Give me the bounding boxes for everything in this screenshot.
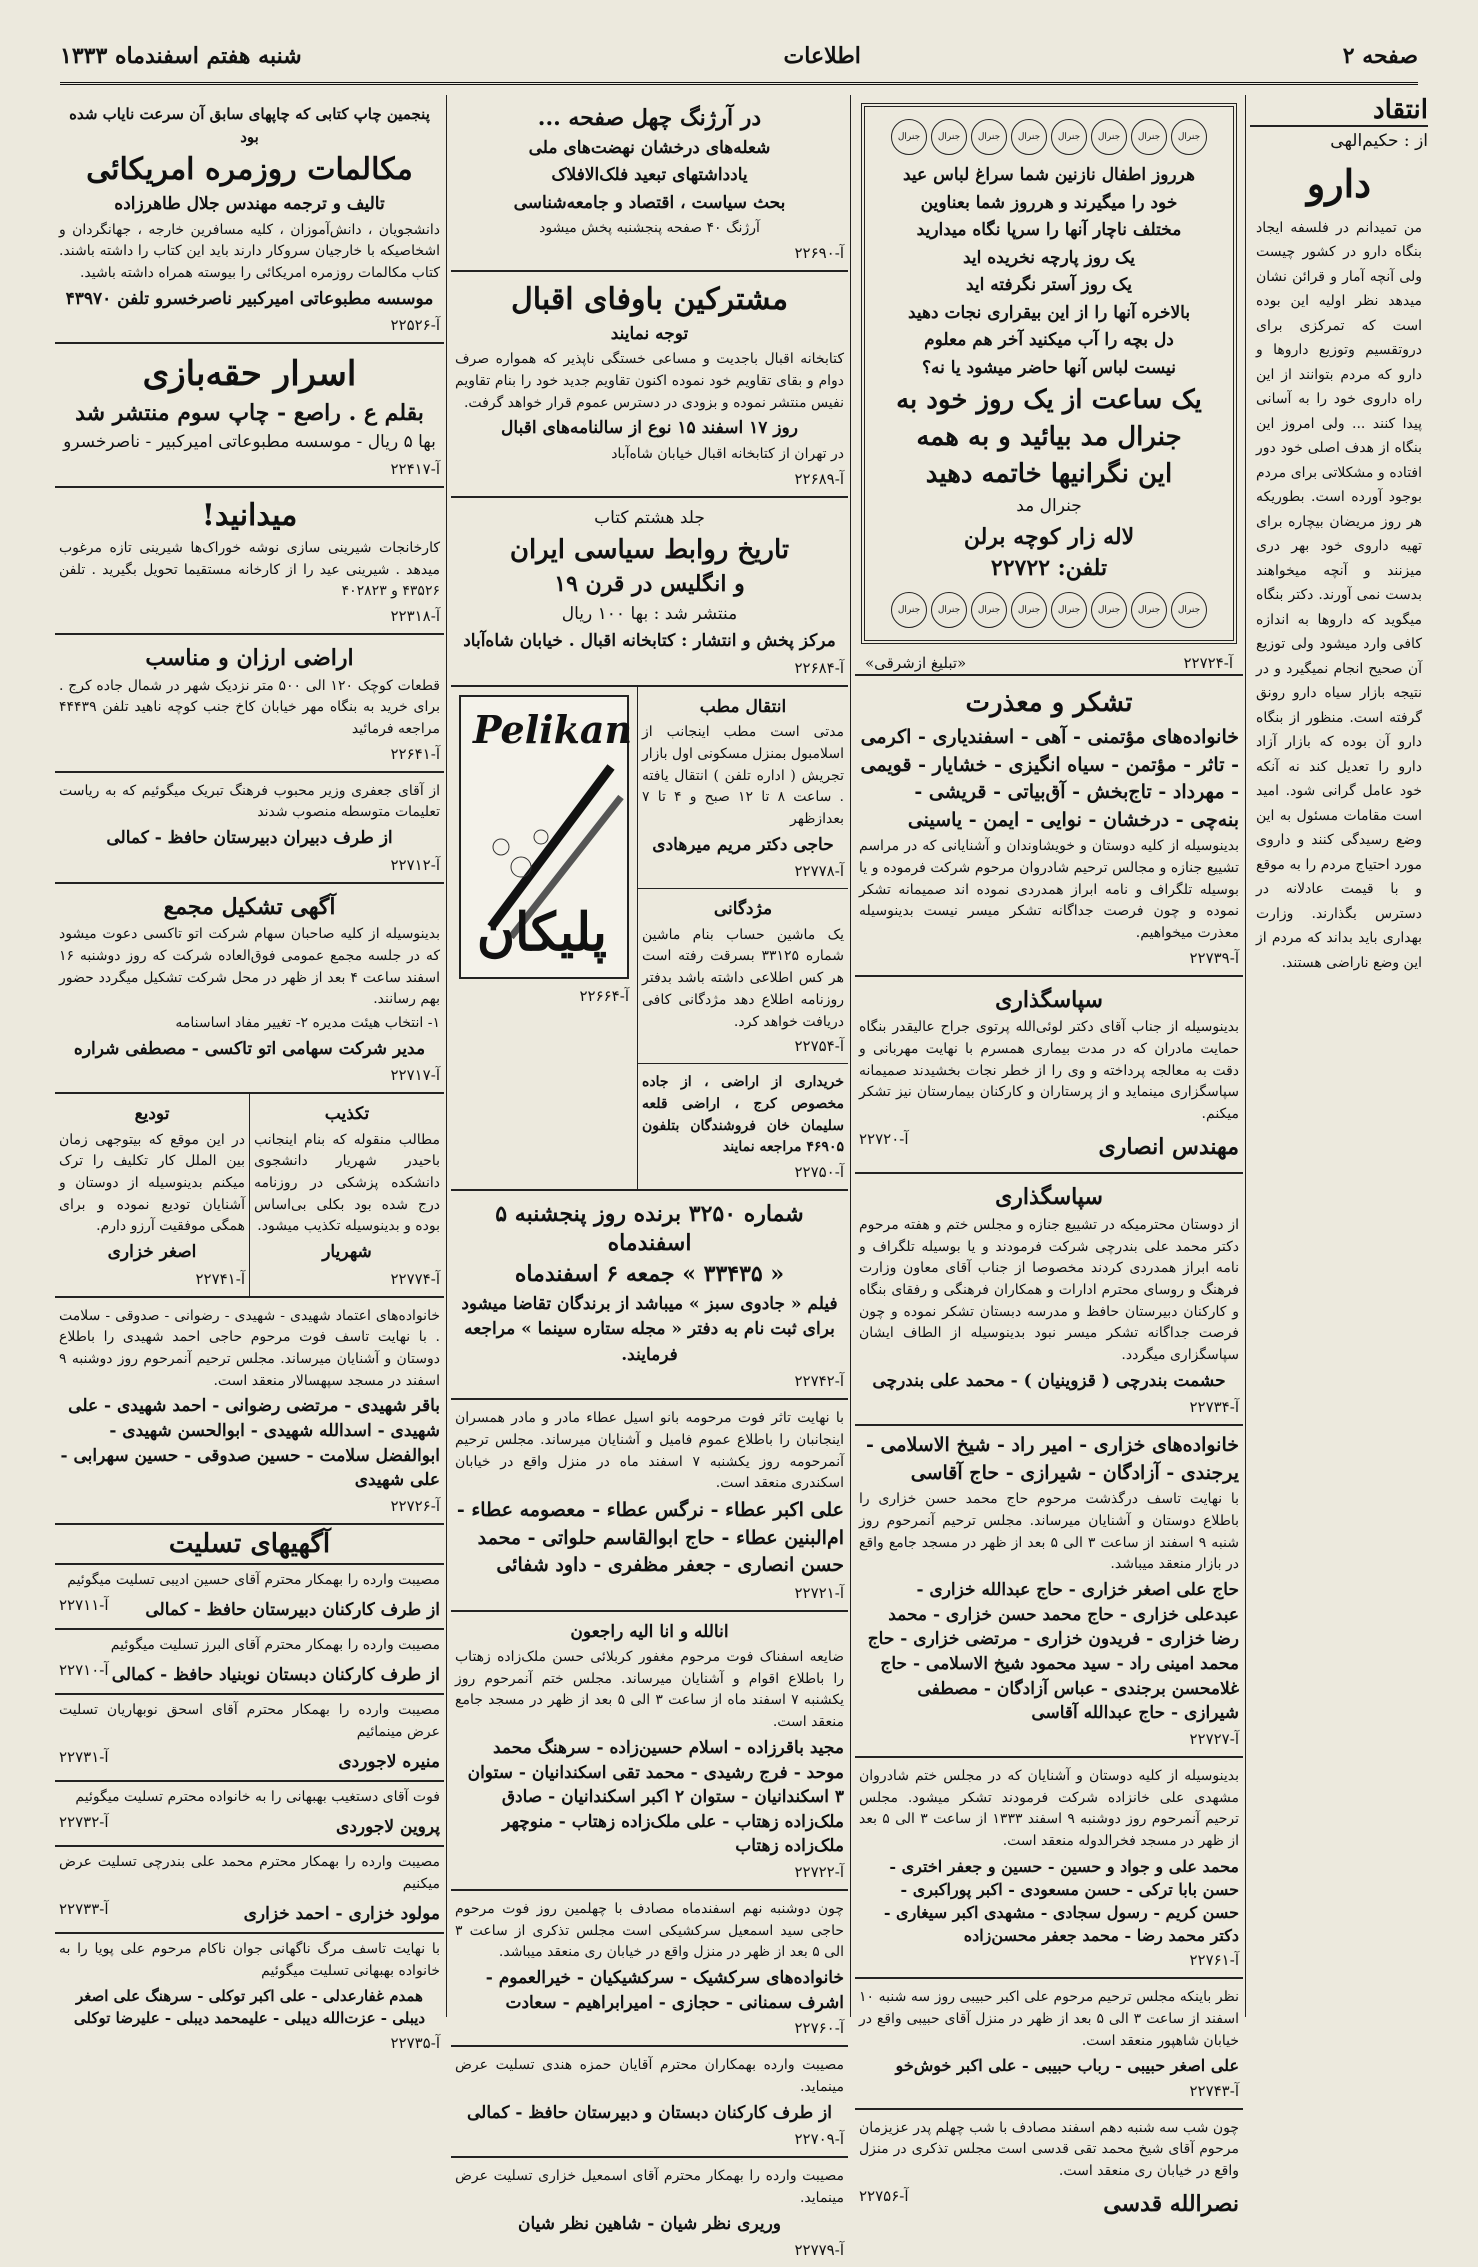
condolence-signers: مجید باقرزاده - اسلام حسین‌زاده - سرهنگ محمد موحد - فرج رشیدی - محمد تقی اسکندانیان - ستوان ۳ اسکندانیان - ستوان ۲ اکبر اسکندانیان - صادق ملک‌زاده زهتاب - علی ملک‌زاده زهتاب - منوچهر ملک‌زاده زهتاب xyxy=(467,1737,844,1857)
arzhang-title: در آرژنگ چهل صفحه ... xyxy=(537,105,762,131)
arzhang-ad xyxy=(451,95,848,272)
general-mode-chip: جنرال xyxy=(891,592,927,628)
ad-code: آ-۲۲۷۱۰ xyxy=(59,1660,109,1679)
condolence-body: چون شب سه شنبه دهم اسفند مصادف با شب چهلم پدر عزیزمان مرحوم آقای شیخ محمد تقی قدسی است مجلس تذکری در منزل واقع در خیابان ری منعقد است. xyxy=(859,2119,1239,2180)
ad-code: آ-۲۲۷۳۹ xyxy=(1189,948,1239,967)
ad-code: آ-۲۲۷۶۰ xyxy=(794,2019,844,2038)
ad-code: آ-۲۲۷۶۱ xyxy=(1189,1951,1239,1970)
hafez-signer: از طرف دبیران دبیرستان حافظ - کمالی xyxy=(106,828,393,849)
ad-code: آ-۲۲۶۶۴ xyxy=(579,986,629,1005)
book-distributor: مرکز پخش و انتشار : کتابخانه اقبال . خیابان شاه‌آباد xyxy=(463,631,836,652)
condolence-signer: از طرف کارکنان دبستان نوبنیاد حافظ - کمالی xyxy=(111,1664,440,1685)
office-move-signer: حاجی دکتر مریم میرهادی xyxy=(652,834,834,855)
farewell-body: در این موقع که بیتوجهی زمان بین الملل کار تکلیف را ترک میکنم بدینوسیله از دوستان و آشنایان تودیع نموده و برای همگی موفقیت آرزو دارم. xyxy=(59,1131,245,1235)
ad-code: آ-۲۲۷۱۲ xyxy=(390,855,440,874)
book-price: منتشر شد : بها ۱۰۰ ریال xyxy=(561,603,738,624)
condolence-signers: علی اصغر حبیبی - رباب حبیبی - علی اکبر خوش‌خو xyxy=(895,2056,1239,2076)
ad-code: آ-۲۲۷۵۴ xyxy=(794,1037,844,1056)
iqbal-body: کتابخانه اقبال باجدیت و مساعی خستگی ناپذیر که همواره صرف دوام و بقای تقاویم خود نموده اکنون تقاویم جدید خود را بنام تقاویم نفیس منتشر نموده و بزودی در دسترس عموم قرار خواهد گرفت. xyxy=(455,351,844,411)
condolence-body: مصیبت وارده را بهمکار محترم آقای اسحق نوبهاریان تسلیت عرض مینمائیم xyxy=(59,1702,440,1740)
assembly-notice xyxy=(55,884,444,1095)
condolence-signer: وریری نظر شیان - شاهین نظر شیان xyxy=(517,2213,782,2234)
farewell-title: تودیع xyxy=(134,1104,170,1125)
condolence-signers: علی اکبر عطاء - نرگس عطاء - معصومه عطاء - ام‌البنین عطاء - حاج ابوالقاسم حلواتی - محمد حسن انصاری - جعفر مظفری - داود شفائی xyxy=(456,1498,844,1577)
conversations-body: دانشجویان ، دانش‌آموزان ، کلیه مسافرین خارجه ، جهانگردان و اشخاصیکه با خارجیان سروکار دارند باید این کتاب را داشته باشند. کتاب مکالمات روزمره امریکائی را بیوسته همراه داشته باشید. xyxy=(59,221,440,281)
condolence-body: مصیبت وارده بهمکاران محترم آقایان حمزه هندی تسلیت عرض مینماید. xyxy=(455,2057,844,2096)
ad-code: آ-۲۲۷۰۹ xyxy=(794,2130,844,2149)
appreciation-notice-2 xyxy=(855,1174,1243,1426)
ad-address: لاله زار کوچه برلن xyxy=(963,523,1135,550)
midanid-body: کارخانجات شیرینی سازی نوشه خوراک‌ها شیرینی تازه مرغوب میدهد . شیرینی عید را از کارخانه مستقیما تحویل بگیرید . تلفن ۴۳۵۲۶ و ۴۰۲۸۲۳ xyxy=(59,539,440,600)
ad-code: آ-۲۲۷۲۱ xyxy=(794,1583,844,1602)
assembly-body: بدینوسیله از کلیه صاحبان سهام شرکت اتو تاکسی دعوت میشود که در جلسه مجمع عمومی فوق‌العاده شرکت که روز دوشنبه ۱۶ اسفند ساعت ۴ بعد از ظهر در محل شرکت تشکیل میگردد حضور بهم رسانند. xyxy=(59,926,441,1008)
ad-code: آ-۲۲۷۳۵ xyxy=(390,2033,440,2052)
ad-code: آ-۲۲۷۵۰ xyxy=(794,1162,844,1181)
office-move-body: مدتی است مطب اینجانب از اسلامبول بمنزل مسکونی اول بازار تجریش ( اداره تلفن ) انتقال یافته . ساعت ۸ تا ۱۲ صبح و ۴ تا ۷ بعدازظهر xyxy=(642,724,845,828)
appreciation-title: سپاسگذاری xyxy=(995,1184,1103,1211)
ad-code: آ-۲۲۷۷۹ xyxy=(794,2241,844,2260)
condolence-signers: حاج علی اصغر خزاری - حاج عبدالله خزاری - عبدعلی خزاری - حاج محمد حسن خزاری - محمد رضا خزاری - فریدون خزاری - مرتضی خزاری - حاج محمد امینی راد - سید محمود شیخ الاسلامی - حاج غلامحسن برجندی - عباس آزادگان - مصطفی شیرازی - حاج عبدالله آقاسی xyxy=(867,1580,1239,1724)
general-mode-chip: جنرال xyxy=(1171,119,1207,155)
book-volume: جلد هشتم کتاب xyxy=(594,507,705,528)
condolence-small xyxy=(55,1782,444,1847)
arzhang-line: شعله‌های درخشان نهضت‌های ملی xyxy=(528,137,771,158)
condolence-signers: باقر شهیدی - مرتضی رضوانی - احمد شهیدی - علی شهیدی - اسدالله شهیدی - ابوالحسن شهیدی - ابوالفضل سلامت - حسین صدوقی - حسین سهرابی - علی شهیدی xyxy=(60,1396,440,1491)
ad-border-chain xyxy=(875,119,1223,155)
conversations-head: پنجمین چاپ کتابی که چاپهای سابق آن سرعت نایاب شده بود xyxy=(69,105,430,146)
condolence-small xyxy=(55,1847,444,1934)
appreciation-signer: حشمت بندرچی ( قزوینیان ) - محمد علی بندرچی xyxy=(872,1370,1226,1391)
condolence-small xyxy=(55,1934,444,2054)
general-mode-chip: جنرال xyxy=(1091,592,1127,628)
ad-code: آ-۲۲۵۲۶ xyxy=(390,316,440,335)
ad-phone: تلفن: ۲۲۷۲۲ xyxy=(990,555,1108,582)
appreciation-body: از دوستان محترمیکه در تشییع جنازه و مجلس ختم و هفته مرحوم دکتر محمد علی بندرچی شرکت فرمودند و یا بوسیله تلگراف و نامه ابراز همدردی کردند مخصوصا از جناب آقای معاون وزارت فرهنگ و روسای محترم ادارات و همکاران فرهنگی و رفقای بنگاه و کارکنان دبیرستان حافظ و مدرسه دبستان تشکر نموده و چون فرصت جداگانه تشکر میسر نبود بدینوسیله از الطاف ایشان سپاسگزاری میگردد. xyxy=(859,1216,1239,1364)
criticism-body: من تمیدانم در فلسفه ایجاد بنگاه دارو در کشور چیست ولی آنچه آمار و قرائن نشان میدهد نظر اولیه این بوده است که تمرکزی برای دروتقسیم وتوزیع داروها و دارو که مردم بتوانند از این راه داروی خود را به آسانی پیدا کنند ... ولی امروز این بنگاه از هدف اصلی خود دور افتاده و مشکلاتی برای مردم بوجود آورده است. بطوریکه هر روز مریضان بیچاره برای تهیه داروی خود بهر دری میزنند و آنچه میخواهند بدست نمی آورند. دکتر بنگاه میگوید که داروها به اندازه کافی وارد میشود ولی توزیع آن صحیح انجام نمیگیرد و در نتیجه بازار سیاه دارو رونق گرفته است. منظور از بنگاه دارو آن بوده که بازار آزاد دارو را تعدیل کند نه آنکه خود عامل گرانی شود. امید است مقامات مسئول به این وضع رسیدگی کنند و داروی مورد احتیاج مردم را به موقع و با قیمت عادلانه در دسترس بگذارند. وزارت بهداری باید بداند که مردم از این وضع ناراضی هستند. xyxy=(1256,219,1422,971)
condolence-ata xyxy=(451,1400,848,1611)
ad-headline: این نگرانیها خاتمه دهید xyxy=(925,458,1173,489)
newspaper-name: اطلاعات xyxy=(783,43,861,69)
general-mode-chip: جنرال xyxy=(931,119,967,155)
lottery-winner-1: شماره ۳۲۵۰ برنده روز پنجشنبه ۵ اسفندماه xyxy=(495,1200,804,1256)
farewell-denial-row xyxy=(55,1094,444,1297)
farewell-notice xyxy=(55,1094,249,1295)
lottery-ad xyxy=(451,1191,848,1400)
general-mode-chip: جنرال xyxy=(1131,592,1167,628)
ad-code: آ-۲۲۷۲۴ xyxy=(1183,654,1233,673)
conversations-author: تالیف و ترجمه مهندس جلال طاهرزاده xyxy=(114,194,385,214)
general-mode-chip: جنرال xyxy=(1011,119,1047,155)
hoqqe-title: اسرار حقه‌بازی xyxy=(142,354,357,395)
thanks-notice xyxy=(855,676,1243,977)
hafez-body: از آقای جعفری وزیر محبوب فرهنگ تبریک میگوئیم که به ریاست تعلیمات متوسطه منصوب شدند xyxy=(59,782,440,821)
condolence-body: مصیبت وارده را بهمکار محترم محمد علی بندرچی تسلیت عرض میکنیم xyxy=(59,1854,440,1892)
ad-code: آ-۲۲۴۱۷ xyxy=(390,459,440,478)
land-sale-body: قطعات کوچک ۱۲۰ الی ۵۰۰ متر نزدیک شهر در شمال جاده کرج . برای خرید به بنگاه مهر خیابان کاخ جنب کوچه ناهید تلفن ۴۴۴۳۹ مراجعه فرمائید xyxy=(59,677,440,737)
arzhang-note: آرژنگ ۴۰ صفحه پنجشنبه پخش میشود xyxy=(539,220,760,237)
ad-code: آ-۲۲۳۱۸ xyxy=(390,607,440,626)
arzhang-line: بحث سیاست ، اقتصاد و جامعه‌شناسی xyxy=(513,192,786,213)
condolence-body: بدینوسیله از کلیه دوستان و آشنایان که در مجلس ختم شادروان مشهدی علی خانزاده شرکت فرمودند تشکر میشود. مجلس ترحیم آنمرحوم روز دوشنبه ۹ اسفند ۱۳۳۳ از ساعت ۳ الی ۵ بعد از ظهر در مسجد فخرالدوله منعقد است. xyxy=(859,1767,1239,1849)
ad-code: آ-۲۲۷۳۲ xyxy=(59,1812,109,1831)
ad-code: آ-۲۲۷۲۶ xyxy=(390,1496,440,1515)
condolence-shahidi xyxy=(55,1298,444,1525)
assembly-signer: مدیر شرکت سهامی اتو تاکسی - مصطفی شراره xyxy=(73,1038,426,1059)
ad-code: آ-۲۲۶۴۱ xyxy=(390,744,440,763)
ad-code: آ-۲۲۷۳۴ xyxy=(1189,1398,1239,1417)
iqbal-address: در تهران از کتابخانه اقبال خیابان شاه‌آباد xyxy=(611,445,844,462)
ad-code: آ-۲۲۷۷۸ xyxy=(794,862,844,881)
condolence-khazari xyxy=(855,1426,1243,1758)
assembly-items: ۱- انتخاب هیئت مدیره ۲- تغییر مفاد اساسنامه xyxy=(175,1014,440,1031)
column-3 xyxy=(855,95,1243,2217)
lottery-winner-2: « ۳۳۴۳۵ » جمعه ۶ اسفندماه xyxy=(514,1261,785,1288)
ad-border-chain xyxy=(875,592,1223,628)
ad-code: آ-۲۲۷۲۷ xyxy=(1189,1729,1239,1748)
ad-line: مختلف ناچار آنها را سرپا نگاه میدارید xyxy=(916,220,1182,240)
condolence-sarkeshik xyxy=(451,1891,848,2047)
column-1 xyxy=(55,95,444,2052)
conversations-title: مکالمات روزمره امریکائی xyxy=(86,152,413,187)
general-mode-chip: جنرال xyxy=(1131,119,1167,155)
lottery-body: فیلم « جادوی سبز » میباشد از برندگان تقاضا میشود برای ثبت نام به دفتر « مجله ستاره سینما » مراجعه فرمایند. xyxy=(461,1293,838,1365)
condolence-small xyxy=(55,1565,444,1630)
general-mode-chip: جنرال xyxy=(931,592,967,628)
reward-body: یک ماشین حساب بنام ماشین شماره ۳۳۱۲۵ بسرقت رفته است هر کس اطلاعی داشته باشد بدفتر روزنامه اطلاع دهد مژدگانی کافی دریافت خواهد کرد. xyxy=(642,926,845,1030)
condolence-body: با نهایت تاسف درگذشت مرحوم حاج محمد حسن خزاری را باطلاع دوستان و آشنایان میرساند. مجلس ترحیم آنمرحوم روز شنبه ۹ اسفند از ساعت ۳ الی ۵ بعد از ظهر در مسجد جامع واقع در بازار منعقد میباشد. xyxy=(859,1491,1239,1573)
general-mode-chip: جنرال xyxy=(1171,592,1207,628)
general-mode-chip: جنرال xyxy=(1051,592,1087,628)
general-mode-chip: جنرال xyxy=(1011,592,1047,628)
small-ads-row xyxy=(451,687,848,1191)
column-rule xyxy=(850,95,851,2017)
condolence-signer: پروین لاجوردی xyxy=(336,1816,440,1837)
general-mode-chip: جنرال xyxy=(1091,119,1127,155)
ad-headline: جنرال مد بیائید و به همه xyxy=(916,421,1182,452)
ad-footer xyxy=(855,652,1243,676)
general-mode-ad xyxy=(861,103,1237,644)
ad-code: آ-۲۲۷۴۳ xyxy=(1189,2081,1239,2100)
condolence-khazari-2 xyxy=(451,2158,848,2267)
ad-code: آ-۲۲۷۳۱ xyxy=(59,1747,109,1766)
page-number: صفحه ۲ xyxy=(1342,43,1418,69)
ad-brand: جنرال مد xyxy=(1016,496,1082,517)
general-mode-chip: جنرال xyxy=(971,592,1007,628)
ad-line: دل بچه را آب میکنید آخر هم معلوم xyxy=(924,330,1174,350)
condolence-title: انالله و انا الیه راجعون xyxy=(570,1621,729,1642)
condolence-signer: منیره لاجوردی xyxy=(338,1751,440,1772)
condolence-body: ضایعه اسفناک فوت مرحوم مغفور کربلائی حسن ملک‌زاده زهتاب را باطلاع اقوام و آشنایان میرساند. مجلس ختم آنمرحوم روز یکشنبه ۷ اسفند ماه از ساعت ۳ الی ۵ بعد از ظهر در مسجد جامع منعقد است. xyxy=(455,1649,844,1731)
hoqqe-author: بقلم ع . راصع - چاپ سوم منتشر شد xyxy=(75,399,424,426)
column-rule xyxy=(1245,95,1246,2017)
ad-code: آ-۲۲۷۲۲ xyxy=(794,1863,844,1882)
criticism-title: دارو xyxy=(1306,160,1372,206)
condolences-section-title: آگهیهای تسلیت xyxy=(55,1525,444,1565)
office-move-title: انتقال مطب xyxy=(699,696,787,717)
general-mode-chip: جنرال xyxy=(1051,119,1087,155)
land-body: خریداری از اراضی ، از جاده مخصوص کرج ، اراضی قلعه سلیمان خان فروشندگان بتلفون ۴۶۹۰۵ مراجعه نمایند xyxy=(642,1074,844,1156)
ad-code: آ-۲۲۷۷۴ xyxy=(390,1269,440,1288)
ad-code: آ-۲۲۷۴۲ xyxy=(794,1372,844,1391)
condolence-signer: مولود خزاری - احمد خزاری xyxy=(243,1903,440,1924)
denial-notice xyxy=(249,1094,444,1295)
condolence-col3-bottom-2 xyxy=(855,1979,1243,2109)
family-names: خانواده‌های خزاری - امیر راد - شیخ الاسلامی - یرجندی - آزادگان - شیرازی - حاج آقاسی xyxy=(865,1434,1239,1484)
denial-signer: شهریار xyxy=(322,1242,372,1263)
book-title: تاریخ روابط سیاسی ایران xyxy=(509,535,790,566)
condolence-body: مصیبت وارده را بهمکار محترم آقای اسمعیل خزاری تسلیت عرض مینماید. xyxy=(455,2168,844,2206)
thanks-title: تشکر و معذرت xyxy=(965,688,1133,719)
ad-code: آ-۲۲۷۴۱ xyxy=(195,1269,245,1288)
reward-title: مژدگانی xyxy=(713,899,773,920)
hoqqe-ad xyxy=(55,344,444,488)
condolence-signer: از طرف کارکنان دبستان و دبیرستان حافظ - کمالی xyxy=(467,2102,832,2123)
ad-code: آ-۲۲۶۹۰ xyxy=(794,243,844,262)
small-ads-stack xyxy=(637,687,848,1189)
book-subtitle: و انگلیس در قرن ۱۹ xyxy=(554,571,745,598)
condolence-signer: همدم غفارعدلی - علی اکبر توکلی - سرهنگ علی اصغر دیبلی - عزت‌الله دیبلی - علیمحمد دیبلی - علیرضا توکلی xyxy=(73,1986,426,2028)
condolence-body: با نهایت تاثر فوت مرحومه بانو اسیل عطاء مادر و مادر همسران اینجانبان را باطلاع عموم فامیل و آشنایان میرساند. مجلس ترحیم آنمرحومه روز یکشنبه ۷ اسفند ماه در منزل واقع در خیابان اسکندری منعقد است. xyxy=(455,1410,844,1492)
land-sale-ad xyxy=(55,635,444,773)
hafez-congrats xyxy=(55,773,444,884)
column-rule xyxy=(446,95,447,2017)
pelikan-logo-fa: پلیکان xyxy=(476,901,607,963)
conversations-publisher: موسسه مطبوعاتی امیرکبیر ناصرخسرو تلفن ۴۳۹۷۰ xyxy=(65,288,434,309)
general-mode-chip: جنرال xyxy=(971,119,1007,155)
thanks-body: بدینوسیله از کلیه دوستان و خویشاوندان و آشنایانی که در مراسم تشییع جنازه و مجالس ترحیم شادروان مرحوم شرکت فرموده و یا بوسیله تلگراف و نامه ابراز همدردی نموده اند صمیمانه تشکر نموده و چون فرصت جداگانه تشکر میسر نیست بدینوسیله معذرت میخواهیم. xyxy=(859,838,1239,942)
denial-title: تکذیب xyxy=(324,1104,370,1125)
appreciation-body: بدینوسیله از جناب آقای دکتر لوئی‌الله پرتوی جراح عالیقدر بنگاه حمایت مادران که در مدت بیماری همسرم با نهایت مهربانی و دقت به معالجه پرداخته و وی را از خطر نجات بخشیدند صمیمانه سپاسگزاری مینماید و از پرستاران و کارکنان بیمارستان نیز تشکر میکنم. xyxy=(859,1019,1239,1123)
condolence-small xyxy=(55,1630,444,1695)
assembly-title: آگهی تشکیل مجمع xyxy=(163,893,336,920)
midanid-title: میدانید! xyxy=(201,497,298,533)
condolence-body: خانواده‌های اعتماد شهیدی - شهیدی - رضوانی - صدوقی - سلامت . با نهایت تاسف فوت مرحوم حاجی احمد شهیدی را باطلاع دوستان و آشنایان میرساند. مجلس ترحیم آنمرحوم روز دوشنبه ۹ اسفند در مسجد سپهسالار منعقد است. xyxy=(59,1307,440,1389)
ad-code: آ-۲۲۷۲۰ xyxy=(859,1129,909,1148)
ad-code: آ-۲۲۷۵۶ xyxy=(859,2186,909,2205)
history-book-ad xyxy=(451,498,848,687)
iqbal-date: روز ۱۷ اسفند ۱۵ نوع از سالنامه‌های اقبال xyxy=(501,418,798,439)
reward-ad xyxy=(638,889,848,1064)
pelikan-ad xyxy=(451,687,637,1189)
ad-code: آ-۲۲۷۳۳ xyxy=(59,1899,109,1918)
ad-line: بالاخره آنها را از این بیقراری نجات دهید xyxy=(907,302,1191,323)
condolence-hendi xyxy=(451,2047,848,2158)
thanks-names: خانواده‌های مؤتمنی - آهی - اسفندیاری - اکرمی - تاثر - مؤتمن - سیاه انگیزی - خشایار - قویمی - مهرداد - تاج‌بخش - آق‌بیاتی - قریشی - بنه‌چی - درخشان - نوایی - ایمن - یاسینی xyxy=(860,726,1239,831)
appreciation-notice-1 xyxy=(855,977,1243,1175)
condolence-body: مصیبت وارده را بهمکار محترم آقای البرز تسلیت میگوئیم xyxy=(110,1637,440,1654)
arzhang-line: یادداشتهای تبعید فلک‌الافلاک xyxy=(551,165,748,186)
ad-headline: یک ساعت از یک روز خود به xyxy=(896,385,1202,415)
condolence-body: فوت آقای دستغیب بهبهانی را به خانواده محترم تسلیت میگوئیم xyxy=(75,1789,440,1806)
condolence-col3-bottom-3 xyxy=(855,2110,1243,2230)
criticism-label: انتقاد xyxy=(1250,95,1428,127)
pelikan-logo-en: Pelikan xyxy=(473,706,633,752)
iqbal-ad xyxy=(451,272,848,498)
appreciation-signer: مهندس انصاری xyxy=(1098,1133,1239,1160)
conversations-ad xyxy=(55,95,444,344)
hoqqe-publisher: بها ۵ ریال - موسسه مطبوعاتی امیرکبیر - ناصرخسرو xyxy=(63,432,436,453)
issue-date: شنبه هفتم اسفندماه ۱۳۳۳ xyxy=(60,43,302,69)
ad-line: یک روز آستر نگرفته اید xyxy=(966,275,1132,295)
iqbal-title: مشترکین باوفای اقبال xyxy=(510,281,789,317)
criticism-column xyxy=(1250,95,1428,2017)
condolence-body: با نهایت تاسف مرگ ناگهانی جوان ناکام مرحوم علی پویا را به خانواده بهبهانی تسلیت میگوئیم xyxy=(59,1941,440,1979)
column-2 xyxy=(451,95,848,2260)
condolence-small xyxy=(55,1695,444,1782)
ad-code: آ-۲۲۶۸۴ xyxy=(794,658,844,677)
office-move-ad xyxy=(638,687,848,889)
land-ad xyxy=(638,1064,848,1189)
condolence-signers: محمد علی و جواد و حسین - حسین و جعفر اختری - حسن بابا ترکی - حسن مسعودی - اکبر پوراکبری - حسن کریم - رسول سجادی - مشهدی اکبر سیغاری - دکتر محمد رضا - محمد جعفر محسن‌زاده xyxy=(883,1856,1239,1946)
appreciation-title: سپاسگذاری xyxy=(995,986,1103,1013)
condolence-zahtab xyxy=(451,1612,848,1891)
criticism-author: از : حکیم‌الهی xyxy=(1330,131,1428,151)
ad-line: هرروز اطفال نازنین شما سراغ لباس عید xyxy=(903,165,1195,185)
ad-line: خود را میگیرند و هرروز شما بعناوین xyxy=(920,192,1178,213)
page-header xyxy=(60,30,1418,85)
condolence-col3-bottom xyxy=(855,1758,1243,1980)
condolence-signers: خانواده‌های سرکشیک - سرکشیکیان - خیرالعموم - اشرف سمنانی - حجازی - امیرابراهیم - سعادت xyxy=(485,1968,844,2013)
denial-body: مطالب منقوله که بنام اینجانب باحیدر شهریار دانشجوی دانشکده پزشکی در روزنامه درج شده بود بکلی بی‌اساس بوده و بدینوسیله تکذیب میشود. xyxy=(254,1131,440,1235)
general-mode-chip: جنرال xyxy=(891,119,927,155)
midanid-ad xyxy=(55,488,444,635)
land-sale-title: اراضی ارزان و مناسب xyxy=(145,645,354,672)
condolence-body: چون دوشنبه نهم اسفندماه مصادف با چهلمین روز فوت مرحوم حاجی سید اسمعیل سرکشیکی است مجلس تذکری از ساعت ۳ الی ۵ بعد از ظهر در منزل واقع در خیابان ری منعقد میباشد. xyxy=(455,1901,844,1961)
farewell-signer: اصغر خزاری xyxy=(107,1242,197,1263)
ad-code: آ-۲۲۷۱۷ xyxy=(390,1066,440,1085)
iqbal-sub: توجه نمایند xyxy=(610,323,689,344)
ad-code: آ-۲۲۶۸۹ xyxy=(794,469,844,488)
ad-line: نیست لباس آنها حاضر میشود یا نه؟ xyxy=(922,357,1176,378)
ad-line: یک روز پارچه نخریده اید xyxy=(962,247,1136,268)
condolence-body: نظر باینکه مجلس ترحیم مرحوم علی اکبر حبیبی روز سه شنبه ۱۰ اسفند از ساعت ۳ الی ۵ بعد از ظهر در منزل آقای حبیبی واقع در خیابان شاهپور منعقد است. xyxy=(859,1989,1239,2049)
condolence-body: مصیبت وارده را بهمکار محترم آقای حسین ادیبی تسلیت میگوئیم xyxy=(67,1571,440,1588)
ad-tag: «تبلیغ ازشرقی» xyxy=(865,654,967,673)
condolence-signer: نصرالله قدسی xyxy=(1103,2190,1239,2217)
condolence-signer: از طرف کارکنان دبیرستان حافظ - کمالی xyxy=(145,1599,440,1620)
ad-code: آ-۲۲۷۱۱ xyxy=(59,1595,109,1614)
